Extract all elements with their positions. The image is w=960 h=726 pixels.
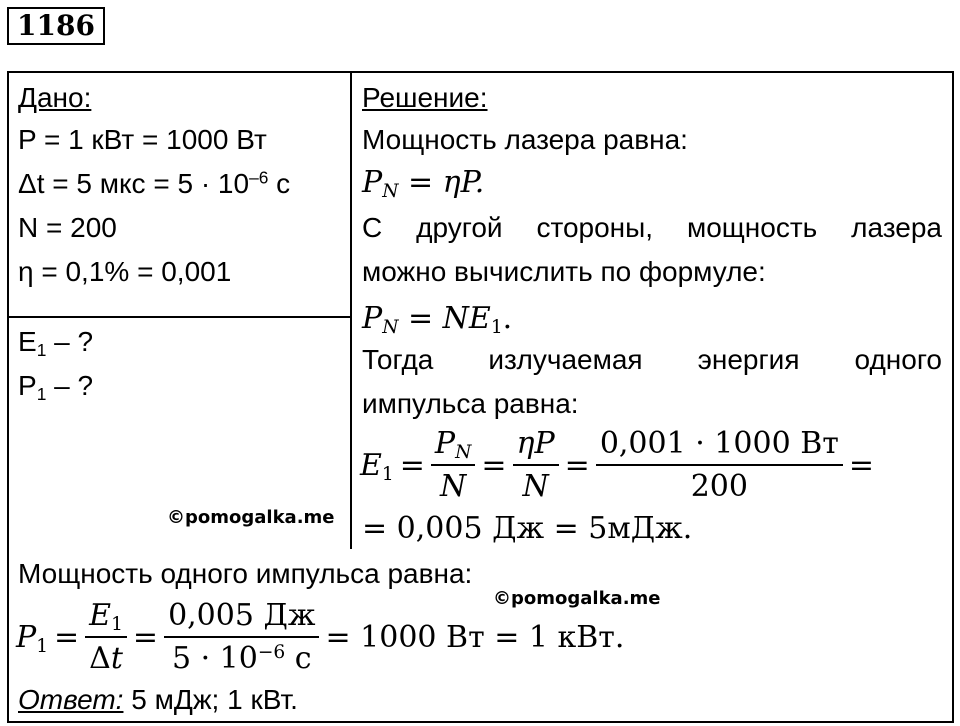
watermark: ©pomogalka.me — [493, 588, 661, 609]
given-find-divider — [7, 316, 351, 318]
given-efficiency: η = 0,1% = 0,001 — [18, 256, 232, 287]
e1-denominator: 200 — [690, 469, 748, 504]
given-title: Дано: — [18, 82, 92, 113]
answer: Ответ: 5 мДж; 1 кВт. — [18, 684, 298, 715]
solution-line-4: можно вычислить по формуле: — [362, 256, 766, 287]
given-time: Δt = 5 мкс = $5 \cdot 10^{-6}$ с — [18, 167, 291, 199]
solution-title: Решение: — [362, 82, 488, 113]
bottom-line-1: Мощность одного импульса равна: — [18, 558, 473, 589]
solution-line-7: импульса равна: — [362, 388, 579, 419]
find-energy: $E_1$ – ? — [18, 326, 94, 360]
formula-p1: $P_1$ = $\frac{E_1}{\Delta t}$ = $\frac{0,005 Дж}{5 \cdot 10^{-6} с}$ = 1000 Вт = 1 кВт. — [16, 596, 624, 680]
p1-numerator: 0,005 Дж — [164, 596, 319, 638]
find-power: $P_1$ – ? — [18, 370, 94, 404]
given-pulses: N = 200 — [18, 212, 117, 243]
p1-result: = 1000 Вт = 1 кВт. — [325, 620, 625, 655]
solution-line-3: С другой стороны, мощность лазера — [362, 212, 942, 243]
watermark: ©pomogalka.me — [167, 507, 335, 528]
solution-line-1: Мощность лазера равна: — [362, 124, 688, 155]
problem-number: 1186 — [7, 7, 105, 45]
formula-e1: $E_1$ = $\frac{P_N}{N}$ = $\frac{\eta P}{N}$ = $\frac{0,001 \cdot 1000 Вт}{200}$ = — [360, 424, 880, 508]
solution-line-6: Тогда излучаемая энергия одного — [362, 344, 942, 375]
given-power: P = 1 кВт = 1000 Вт — [18, 124, 267, 155]
formula-pn-ne1: $P_N = NE_1$. — [362, 301, 513, 339]
column-divider — [350, 71, 352, 549]
p1-denominator: $5 \cdot 10^{-6}$ с — [171, 641, 312, 676]
e1-numerator: 0,001 · 1000 Вт — [596, 424, 843, 466]
formula-pn-eta: $P_N = \eta P$. — [362, 165, 485, 203]
formula-e1-result: = 0,005 Дж = 5мДж. — [362, 511, 693, 546]
